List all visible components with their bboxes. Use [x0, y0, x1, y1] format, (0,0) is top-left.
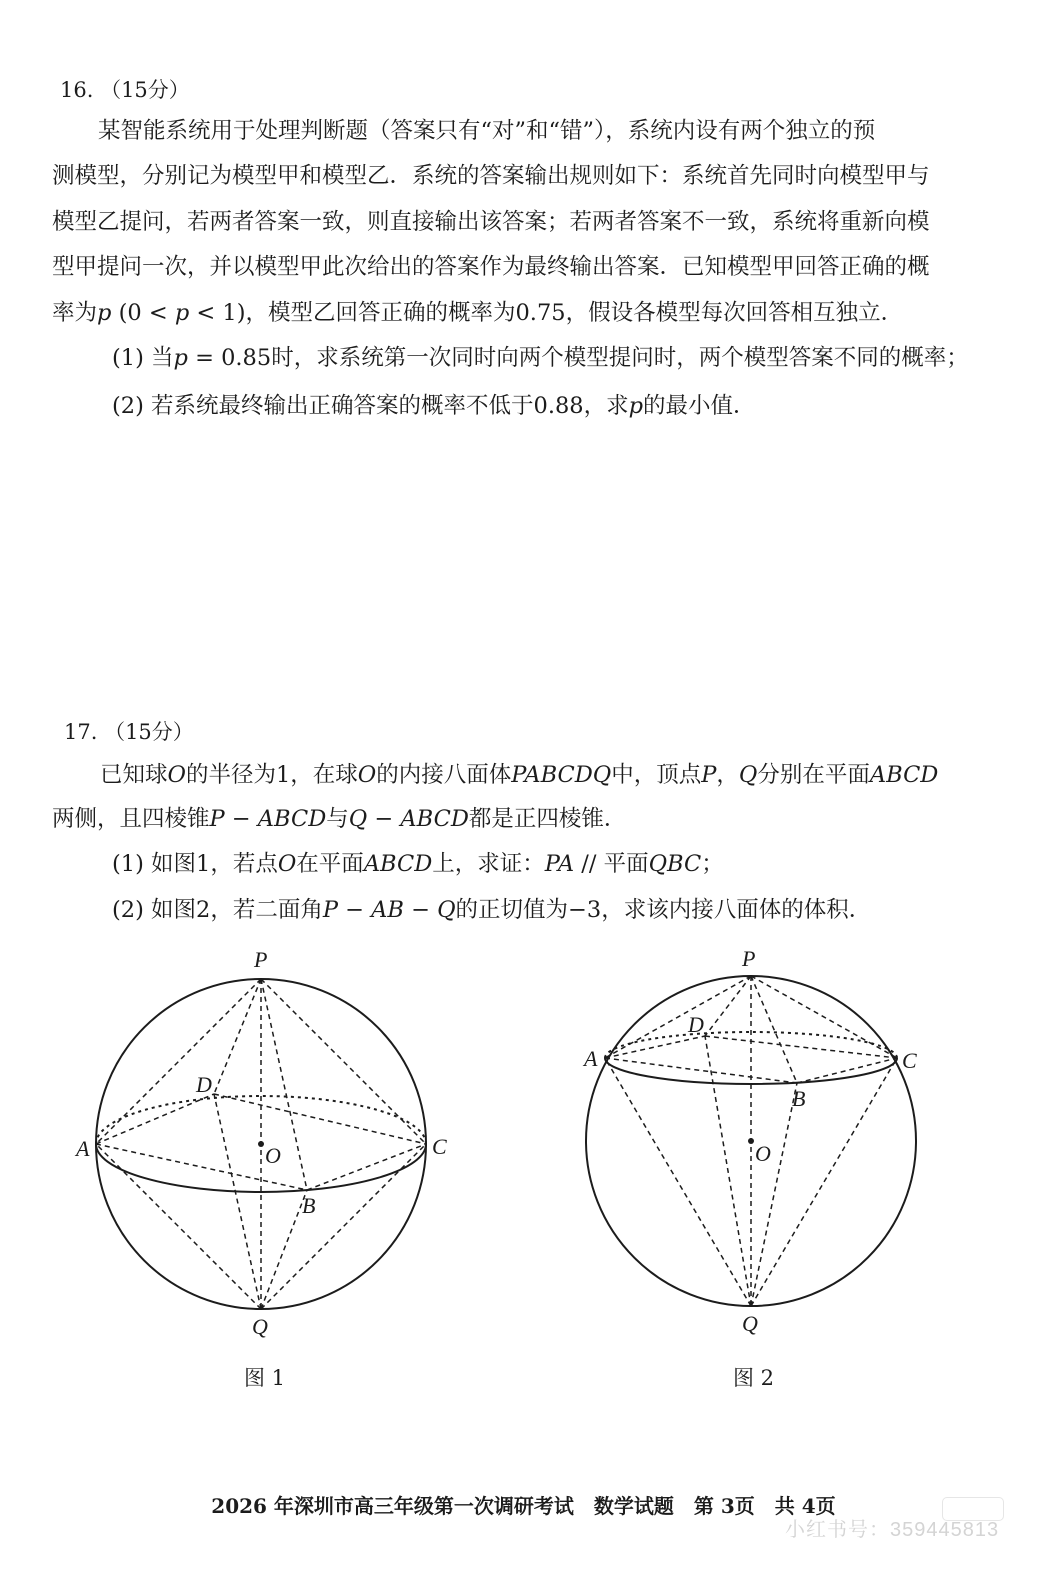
var: Q: [738, 762, 758, 788]
var: ABCD: [363, 851, 433, 877]
page-footer: 2026 年深圳市高三年级第一次调研考试 数学试题 第 3页 共 4页: [211, 1494, 836, 1518]
text-run: 在平面: [296, 851, 364, 877]
sphere-outline: [586, 976, 916, 1306]
text-run: 都是正四棱锥．: [468, 806, 627, 832]
point-label-O: O: [265, 1143, 281, 1168]
text-run: (1) 如图1，若点: [112, 851, 278, 877]
section-front: [605, 1058, 897, 1084]
text-run: 分别在平面: [757, 762, 870, 788]
text-run: 的最小值．: [643, 393, 756, 419]
point-label-O: O: [755, 1141, 771, 1166]
var: QBC: [648, 851, 702, 877]
text-run: 已知球: [100, 762, 168, 788]
var: P − ABCD: [209, 806, 327, 832]
text-run: ，: [716, 762, 739, 788]
center-point: [748, 1138, 754, 1144]
text-run: (1) 当: [112, 345, 174, 371]
var: O: [357, 762, 377, 788]
figure-2-labels: [582, 946, 917, 1336]
text-run: 的半径为1，在球: [185, 762, 358, 788]
text-run: 的内接八面体: [376, 762, 512, 788]
figure-1: [96, 979, 426, 1309]
var: P − AB − Q: [322, 897, 456, 923]
q16-text-line: 某智能系统用于处理判断题（答案只有“对”和“错”），系统内设有两个独立的预: [98, 118, 876, 144]
point-label-D: D: [196, 1072, 212, 1097]
text-run: = 0.85时，求系统第一次同时向两个模型提问时，两个模型答案不同的概率；: [187, 345, 969, 371]
var: PA: [544, 851, 575, 877]
q17-part1: [112, 848, 724, 880]
q17-text-line: [100, 759, 938, 791]
point-label-A: A: [584, 1046, 598, 1071]
point-label-C: C: [902, 1048, 917, 1073]
q16-header: 16. （15分）: [60, 78, 190, 102]
q16-part2: [112, 390, 756, 422]
var-p: p: [173, 345, 188, 371]
q16-part1: [112, 342, 969, 374]
section-back: [605, 1032, 897, 1058]
point-label-D: D: [688, 1012, 704, 1037]
text-run: 上，求证：: [432, 851, 545, 877]
q16-text-line: 模型乙提问，若两者答案一致，则直接输出该答案；若两者答案不一致，系统将重新向模: [52, 209, 930, 235]
var: P: [701, 762, 717, 788]
point-label-A: A: [76, 1136, 90, 1161]
point-label-Q: Q: [252, 1314, 268, 1339]
point-label-P: P: [254, 947, 268, 972]
point-label-B: B: [792, 1086, 806, 1111]
equator-back: [96, 1096, 426, 1144]
q17-header: 17. （15分）: [64, 720, 194, 744]
var: Q − ABCD: [348, 806, 469, 832]
point-label-Q: Q: [742, 1311, 758, 1336]
octahedron-edges: [96, 979, 426, 1309]
text-run: 中，顶点: [611, 762, 702, 788]
q16-text-line: 测模型，分别记为模型甲和模型乙．系统的答案输出规则如下：系统首先同时向模型甲与: [52, 163, 930, 189]
equator-front: [96, 1144, 426, 1192]
watermark: 小红书号：359445813: [785, 1519, 1000, 1541]
text-run: ；: [701, 851, 724, 877]
text-run: 率为: [52, 300, 98, 326]
figure-1-labels: [74, 947, 447, 1339]
text-run: (2) 若系统最终输出正确答案的概率不低于0.88，求: [112, 393, 629, 419]
text-run: (0 <: [111, 300, 175, 326]
q17-part2: [112, 894, 871, 926]
var-p: p: [174, 300, 190, 326]
q17-text-line: [52, 803, 626, 835]
var-p: p: [97, 300, 112, 326]
text-run: < 1)，模型乙回答正确的概率为0.75，假设各模型每次回答相互独立．: [189, 300, 904, 326]
text-run: // 平面: [574, 851, 649, 877]
point-label-C: C: [432, 1134, 447, 1159]
text-run: (2) 如图2，若二面角: [112, 897, 323, 923]
var-p: p: [628, 393, 644, 419]
figure-2-caption: 图 2: [733, 1366, 775, 1390]
text-run: 的正切值为−3，求该内接八面体的体积．: [455, 897, 872, 923]
q16-text-line: [52, 297, 903, 329]
point-label-P: P: [742, 946, 756, 971]
figure-1-caption: 图 1: [244, 1366, 286, 1390]
point-label-B: B: [302, 1193, 316, 1218]
var: O: [277, 851, 297, 877]
var: ABCD: [869, 762, 939, 788]
center-point: [258, 1141, 264, 1147]
q16-text-line: 型甲提问一次，并以模型甲此次给出的答案作为最终输出答案．已知模型甲回答正确的概: [52, 254, 930, 280]
var: PABCDQ: [511, 762, 612, 788]
text-run: 与: [326, 806, 349, 832]
var: O: [167, 762, 186, 788]
figure-2: [586, 976, 916, 1306]
text-run: 两侧，且四棱锥: [52, 806, 210, 832]
sphere-outline: [96, 979, 426, 1309]
octahedron-edges: [605, 976, 897, 1306]
